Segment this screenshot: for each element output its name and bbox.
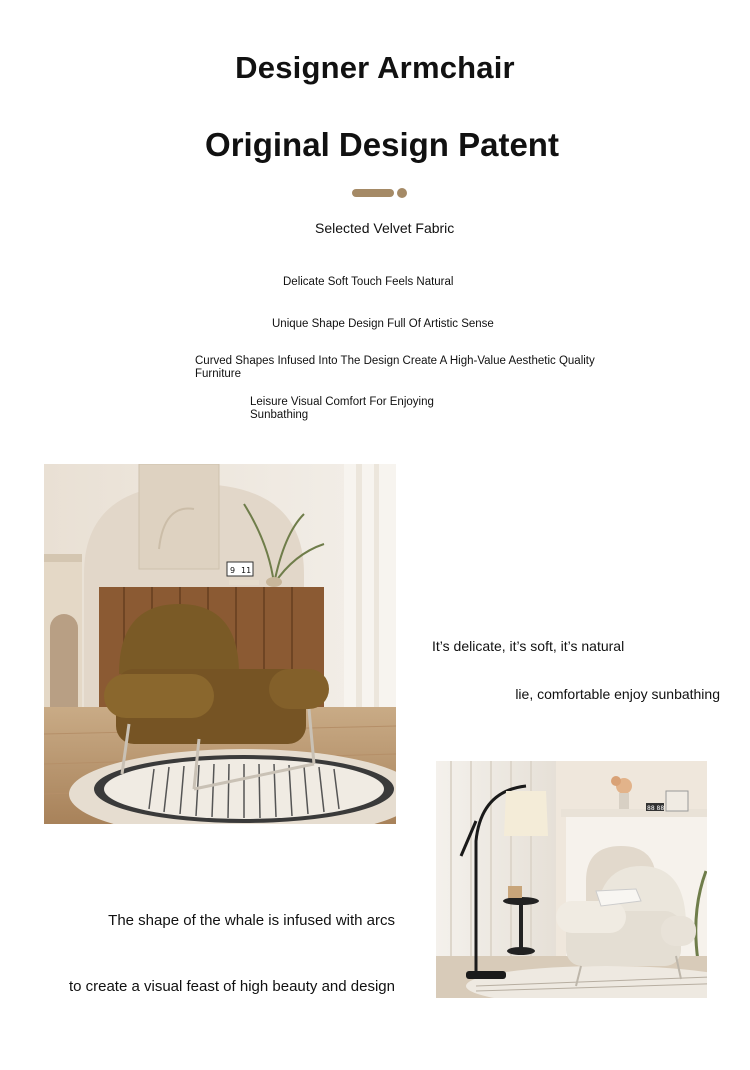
feature-item: Unique Shape Design Full Of Artistic Sense — [272, 318, 494, 330]
decorative-bar — [352, 189, 394, 197]
flip-clock-right: 11 — [241, 566, 252, 575]
white-armchair-photo — [436, 761, 707, 998]
brown-armchair-photo — [44, 464, 396, 824]
feature-item: Delicate Soft Touch Feels Natural — [283, 276, 454, 288]
shelf-clock-text: 88 88 — [647, 805, 665, 812]
flip-clock-left: 9 — [230, 566, 236, 575]
page-title: Designer Armchair — [235, 50, 515, 85]
caption-visual-feast: to create a visual feast of high beauty and design — [68, 978, 395, 995]
feature-title: Selected Velvet Fabric — [315, 220, 455, 236]
caption-whale-shape: The shape of the whale is infused with arcs — [108, 912, 395, 929]
decorative-dot — [397, 188, 407, 198]
caption-delicate: It’s delicate, it’s soft, it’s natural — [432, 638, 625, 654]
feature-item: Curved Shapes Infused Into The Design Create A High-Value Aesthetic Quality Furniture — [195, 355, 595, 380]
caption-sunbathing: lie, comfortable enjoy sunbathing — [515, 686, 720, 702]
page-subtitle: Original Design Patent — [205, 126, 559, 163]
feature-item: Leisure Visual Comfort For Enjoying Sunbathing — [250, 396, 434, 421]
